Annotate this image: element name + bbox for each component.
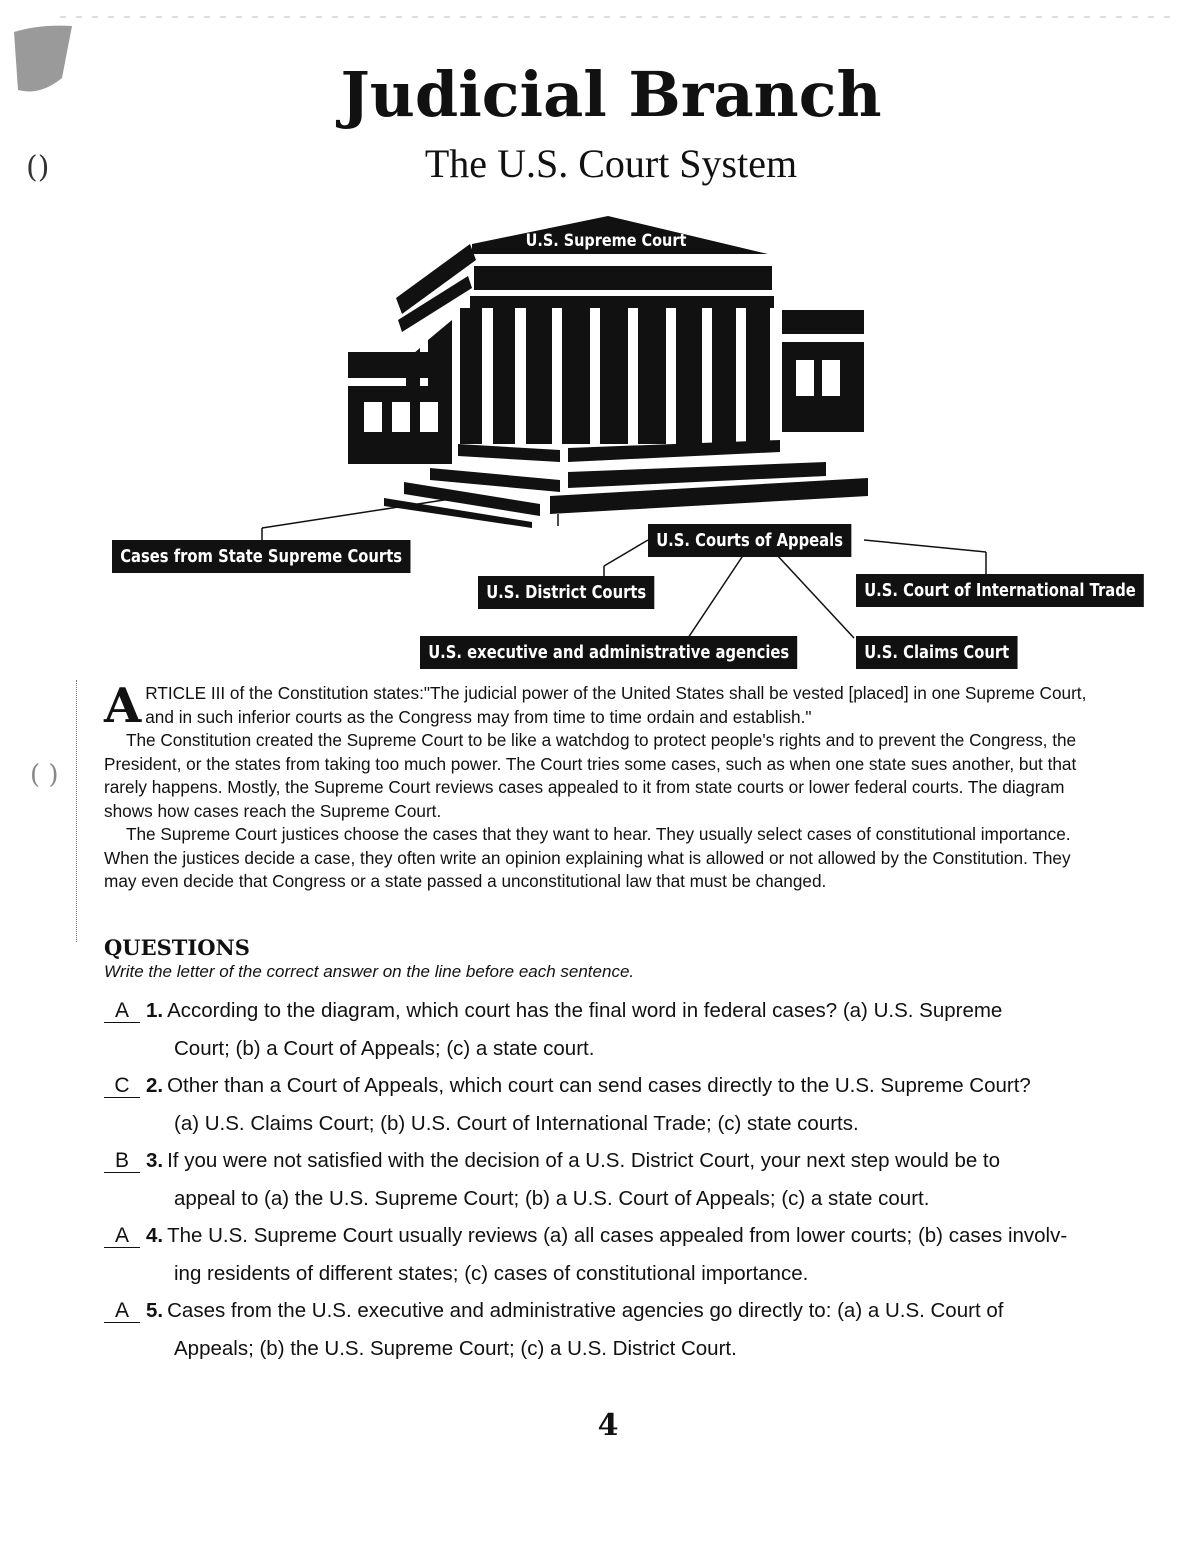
label-state-supreme-courts: Cases from State Supreme Courts [112, 540, 410, 573]
page-title: Judicial Branch [340, 58, 882, 131]
question-item [104, 992, 1114, 1067]
article-text [104, 678, 1104, 894]
question-number: 1. [146, 999, 164, 1022]
question-text-cont: (a) U.S. Claims Court; (b) U.S. Court of International Trade; (c) state courts. [174, 1111, 859, 1135]
question-text: According to the diagram, which court has the final word in federal cases? (a) U.S. Supreme [167, 999, 1003, 1022]
label-claims-court: U.S. Claims Court [856, 636, 1017, 669]
question-item [104, 1142, 1114, 1217]
label-courts-of-appeals: U.S. Courts of Appeals [648, 524, 851, 557]
question-text-cont: Appeals; (b) the U.S. Supreme Court; (c) a U.S. District Court. [174, 1336, 737, 1360]
label-agencies: U.S. executive and administrative agencies [420, 636, 797, 669]
question-item [104, 1067, 1114, 1142]
question-item [104, 1292, 1114, 1367]
article-paragraph-1-text: RTICLE III of the Constitution states:"The judicial power of the United States shall be vested [placed] in one Supreme Court, and in such inferior courts as the Congress may from time to time ordain and establish." [145, 683, 1087, 727]
punch-hole-mark: ( ) [30, 760, 59, 790]
answer-field[interactable]: A [104, 1300, 140, 1323]
answer-field[interactable]: A [104, 1000, 140, 1023]
court-system-diagram [0, 210, 1200, 680]
building-label: U.S. Supreme Court [525, 229, 687, 251]
question-text: The U.S. Supreme Court usually reviews (a) all cases appealed from lower courts; (b) cases involv- [167, 1224, 1068, 1247]
questions-instructions: Write the letter of the correct answer on the line before each sentence. [104, 962, 635, 981]
question-number: 5. [146, 1299, 164, 1322]
drop-cap: A [104, 678, 142, 734]
question-text: Other than a Court of Appeals, which court can send cases directly to the U.S. Supreme Court? [167, 1074, 1031, 1097]
top-edge-line [0, 14, 1200, 20]
question-text: If you were not satisfied with the decision of a U.S. District Court, your next step would be to [167, 1149, 1001, 1172]
punch-hole-mark: () [26, 150, 50, 185]
question-item [104, 1217, 1114, 1292]
page-number: 4 [597, 1408, 619, 1443]
answer-field[interactable]: A [104, 1225, 140, 1248]
question-number: 3. [146, 1149, 164, 1172]
question-text: Cases from the U.S. executive and administrative agencies go directly to: (a) a U.S. Court of [167, 1299, 1004, 1322]
article-paragraph-1 [104, 678, 1104, 734]
article-paragraph-2: The Constitution created the Supreme Court to be like a watchdog to protect people's rights and to prevent the Congress, the President, or the states from taking too much power. The Court tries some cases, such as when one state sues another, but that rarely happens. Mostly, the Supreme Court reviews cases appealed to it from state courts or lower federal courts. The diagram shows how cases reach the Supreme Court. [104, 730, 1077, 821]
margin-dotted-line [76, 680, 79, 942]
answer-field[interactable]: C [104, 1075, 140, 1098]
question-text-cont: appeal to (a) the U.S. Supreme Court; (b) a U.S. Court of Appeals; (c) a state court. [174, 1186, 930, 1210]
answer-field[interactable]: B [104, 1150, 140, 1173]
supreme-court-building-icon [0, 210, 1200, 680]
page-subtitle: The U.S. Court System [424, 141, 798, 186]
question-text-cont: Court; (b) a Court of Appeals; (c) a state court. [174, 1036, 595, 1060]
questions-heading: QUESTIONS [104, 935, 250, 960]
label-international-trade: U.S. Court of International Trade [856, 574, 1144, 607]
label-district-courts: U.S. District Courts [478, 576, 654, 609]
question-number: 4. [146, 1224, 164, 1247]
article-paragraph-3: The Supreme Court justices choose the cases that they want to hear. They usually select cases of constitutional importance. When the justices decide a case, they often write an opinion explaining what is allowed or not allowed by the Constitution. They may even decide that Congress or a state passed a unconstitutional law that must be changed. [104, 824, 1071, 891]
question-text-cont: ing residents of different states; (c) cases of constitutional importance. [174, 1261, 809, 1285]
question-number: 2. [146, 1074, 164, 1097]
